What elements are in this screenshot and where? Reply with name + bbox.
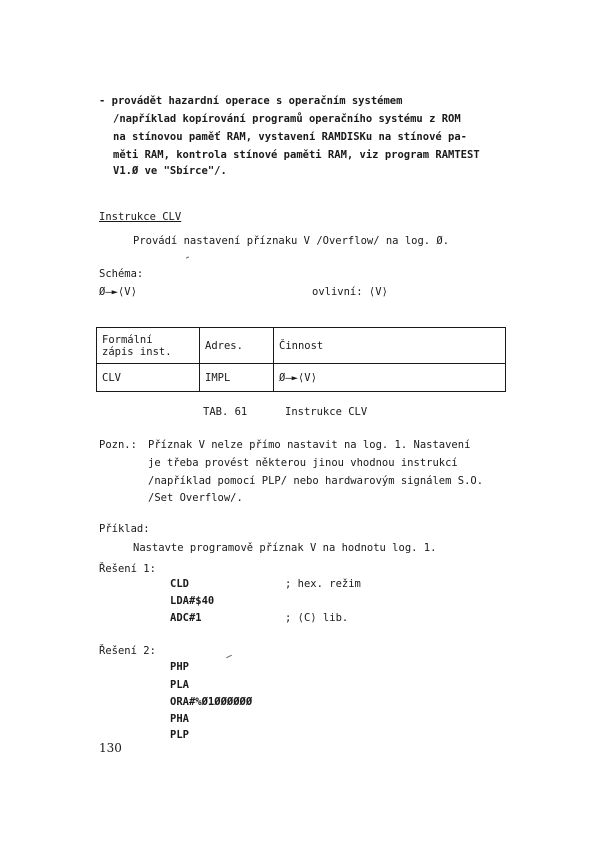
code-line: PLP [170, 729, 189, 741]
table-row [97, 364, 506, 392]
header-addressing: Adres. [200, 328, 274, 364]
table-caption-number: TAB. 61 [203, 406, 248, 418]
intro-line: měti RAM, kontrola stínové paměti RAM, viz program RAMTEST [113, 149, 480, 161]
header-action: Činnost [274, 328, 506, 364]
note-line: /Set Overflow/. [148, 492, 243, 504]
section-heading: Instrukce CLV [99, 211, 182, 223]
intro-line: - provádět hazardní operace s operačním systémem [99, 95, 403, 107]
note-line: /například pomocí PLP/ nebo hardwarovým signálem S.O. [148, 475, 484, 487]
instruction-description: Provádí nastavení příznaku V /Overflow/ na log. Ø. [133, 235, 450, 247]
instruction-table [96, 327, 506, 392]
cell-instruction: CLV [97, 364, 200, 392]
header-formal-notation: Formální zápis inst. [97, 328, 200, 364]
note-label: Pozn.: [99, 439, 137, 451]
code-line: PHP [170, 661, 189, 673]
code-comment: ; hex. režim [285, 578, 361, 590]
code-line: ADC#1 [170, 612, 202, 624]
intro-line: na stínovou paměť RAM, vystavení RAMDISKu na stínové pa- [113, 131, 468, 143]
schema-formula: Ø—►⟨V⟩ [99, 286, 137, 298]
cell-action: Ø—►⟨V⟩ [274, 364, 506, 392]
code-line: LDA#$40 [170, 595, 215, 607]
scan-mark [226, 655, 232, 658]
schema-affects: ovlivní: ⟨V⟩ [312, 286, 388, 298]
note-line: Příznak V nelze přímo nastavit na log. 1. Nastavení [148, 439, 471, 451]
intro-line: /například kopírování programů operačního systému z ROM [113, 113, 461, 125]
code-comment: ; ⟨C⟩ lib. [285, 612, 349, 624]
table-caption-title: Instrukce CLV [285, 406, 368, 418]
cell-addressing: IMPL [200, 364, 274, 392]
example-label: Příklad: [99, 523, 150, 535]
code-line: CLD [170, 578, 189, 590]
schema-label: Schéma: [99, 268, 144, 280]
note-line: je třeba provést některou jinou vhodnou instrukcí [148, 457, 458, 469]
code-line: PLA [170, 679, 189, 691]
code-line: ORA#%Ø1ØØØØØØ [170, 696, 253, 708]
solution1-label: Řešení 1: [99, 563, 156, 575]
code-line: PHA [170, 713, 189, 725]
scan-mark [186, 256, 189, 258]
example-text: Nastavte programově příznak V na hodnotu log. 1. [133, 542, 437, 554]
page-number: 130 [99, 741, 122, 755]
table-header-row [97, 328, 506, 364]
intro-line: V1.Ø ve "Sbírce"/. [113, 165, 227, 177]
solution2-label: Řešení 2: [99, 645, 156, 657]
